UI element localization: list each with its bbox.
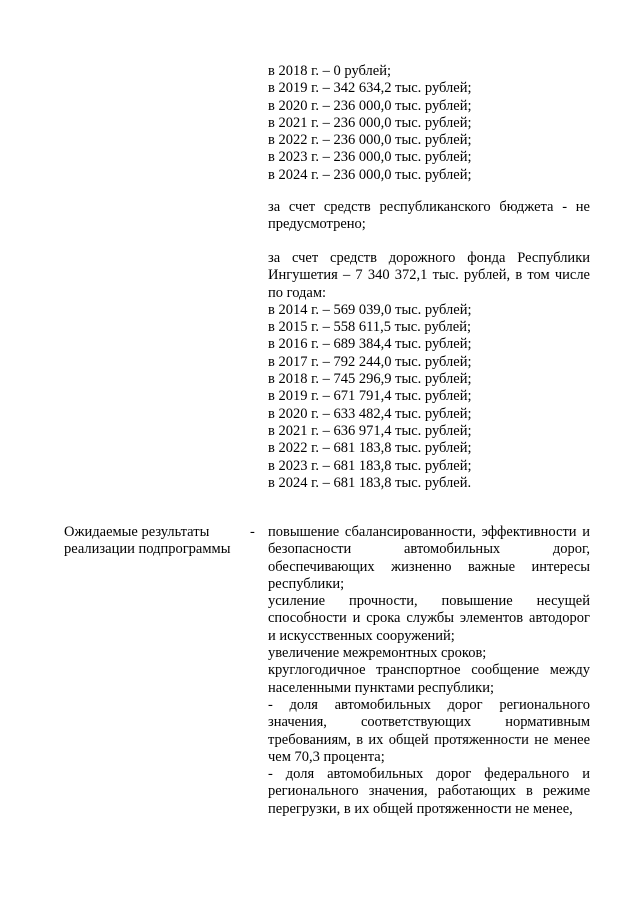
funding-line: в 2024 г. – 236 000,0 тыс. рублей; bbox=[268, 166, 472, 183]
result-item: повышение сбалансированности, эффективности и безопасности автомобильных дорог, обеспечивающих жизненно важные интересы республики; bbox=[268, 524, 590, 592]
funding-line: в 2022 г. – 681 183,8 тыс. рублей; bbox=[268, 440, 472, 457]
label-line: реализации подпрограммы bbox=[64, 541, 231, 558]
funding-years-list-c bbox=[268, 302, 590, 492]
result-item: - доля автомобильных дорог федерального и регионального значения, работающих в режиме перегрузки, в их общей протяженности не менее, bbox=[268, 766, 590, 817]
funding-line: в 2019 г. – 671 791,4 тыс. рублей; bbox=[268, 388, 472, 405]
label-dash: - bbox=[250, 524, 255, 540]
funding-line: в 2016 г. – 689 384,4 тыс. рублей; bbox=[268, 336, 472, 353]
funding-line: в 2017 г. – 792 244,0 тыс. рублей; bbox=[268, 353, 472, 370]
road-fund-intro: за счет средств дорожного фонда Республики Ингушетия – 7 340 372,1 тыс. рублей, в том числе по годам: bbox=[268, 250, 590, 301]
funding-line: в 2023 г. – 236 000,0 тыс. рублей; bbox=[268, 149, 472, 166]
funding-line: в 2015 г. – 558 611,5 тыс. рублей; bbox=[268, 319, 471, 336]
funding-line: в 2018 г. – 0 рублей; bbox=[268, 63, 392, 79]
expected-results-label bbox=[64, 524, 254, 559]
label-line: Ожидаемые результаты bbox=[64, 524, 210, 540]
result-item: - доля автомобильных дорог регионального значения, соответствующих нормативным требованиям, в их общей протяженности не менее чем 70,3 процента; bbox=[268, 696, 590, 765]
funding-years-list-a bbox=[268, 63, 590, 184]
funding-line: в 2020 г. – 236 000,0 тыс. рублей; bbox=[268, 97, 472, 114]
result-item: круглогодичное транспортное сообщение между населенными пунктами республики; bbox=[268, 662, 590, 696]
road-fund-section bbox=[268, 250, 590, 492]
funding-line: в 2014 г. – 569 039,0 тыс. рублей; bbox=[268, 301, 472, 318]
funding-line: в 2021 г. – 236 000,0 тыс. рублей; bbox=[268, 114, 472, 131]
funding-line: в 2019 г. – 342 634,2 тыс. рублей; bbox=[268, 80, 472, 97]
funding-line: в 2020 г. – 633 482,4 тыс. рублей; bbox=[268, 405, 472, 422]
funding-line: в 2022 г. – 236 000,0 тыс. рублей; bbox=[268, 132, 472, 149]
republican-budget-paragraph: за счет средств республиканского бюджета - не предусмотрено; bbox=[268, 199, 590, 233]
funding-line: в 2023 г. – 681 183,8 тыс. рублей; bbox=[268, 457, 472, 474]
result-item: увеличение межремонтных сроков; bbox=[268, 645, 487, 662]
result-item: усиление прочности, повышение несущей способности и срока службы элементов автодорог и искусственных сооружений; bbox=[268, 593, 590, 644]
funding-line: в 2021 г. – 636 971,4 тыс. рублей; bbox=[268, 422, 472, 439]
funding-line: в 2018 г. – 745 296,9 тыс. рублей; bbox=[268, 371, 472, 388]
expected-results-list bbox=[268, 524, 590, 818]
funding-line: в 2024 г. – 681 183,8 тыс. рублей. bbox=[268, 474, 472, 491]
